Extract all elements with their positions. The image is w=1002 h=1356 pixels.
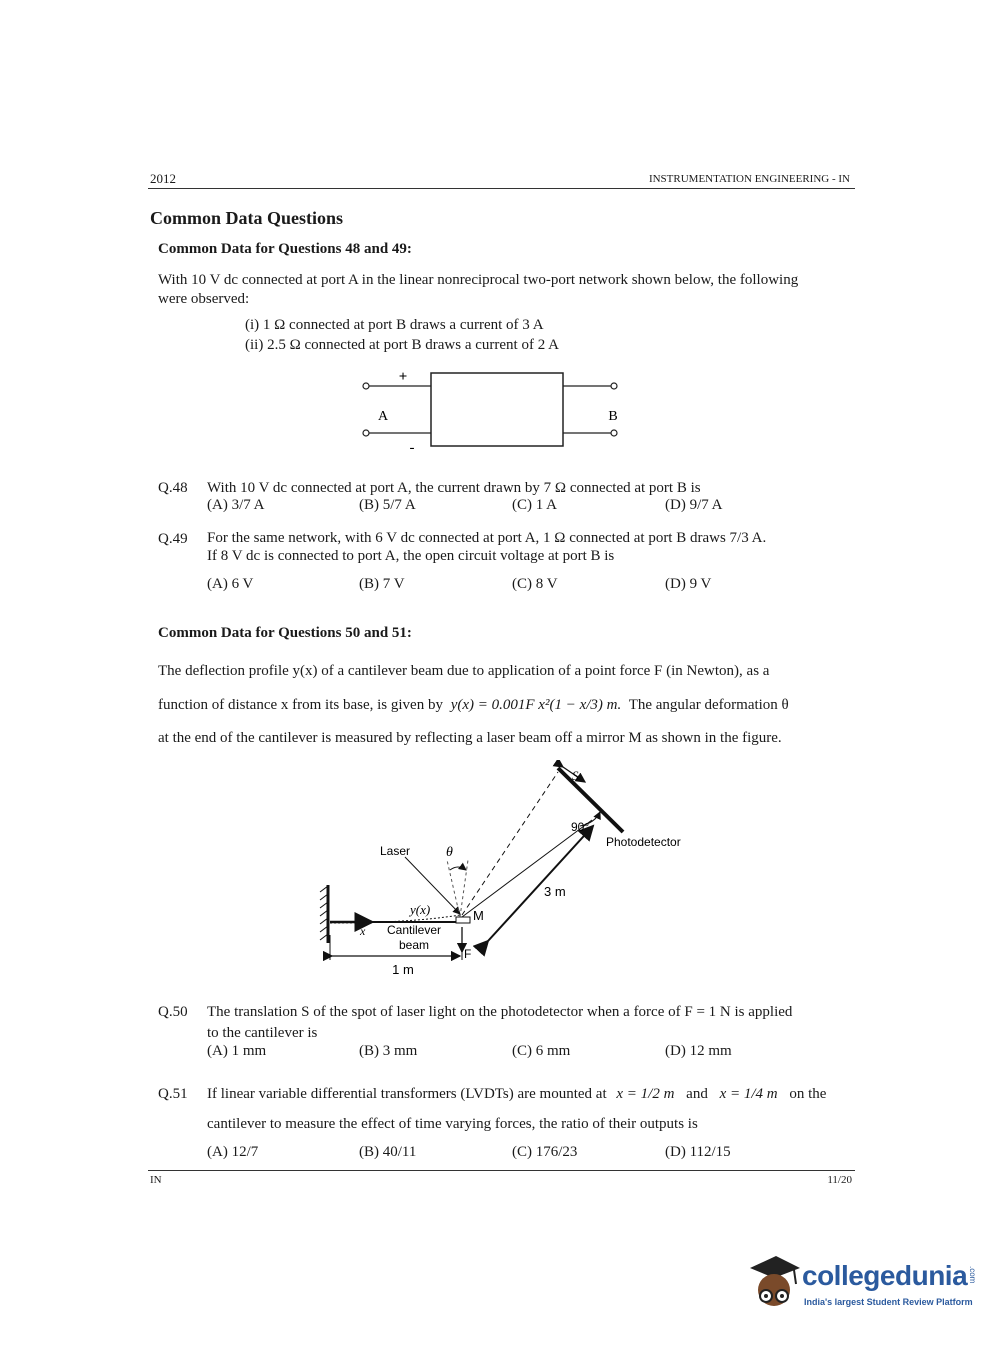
observation-2: (ii) 2.5 Ω connected at port B draws a current of 2 A bbox=[245, 337, 559, 353]
footer-left: IN bbox=[150, 1174, 162, 1186]
section-title: Common Data Questions bbox=[150, 208, 344, 228]
port-b-label: B bbox=[608, 409, 618, 424]
q49-option-c: (C) 8 V bbox=[512, 576, 558, 592]
block2-line3: at the end of the cantilever is measured by reflecting a laser beam off a mirror M as shown in the figure. bbox=[158, 730, 782, 746]
brand-com: .com bbox=[968, 1266, 977, 1284]
terminal-a-top bbox=[363, 383, 369, 389]
q51-line1 bbox=[207, 1085, 826, 1104]
q51-and: and bbox=[686, 1086, 708, 1102]
q50-option-c: (C) 6 mm bbox=[512, 1043, 571, 1059]
q51-number: Q.51 bbox=[158, 1086, 188, 1102]
normal-line bbox=[447, 860, 460, 917]
q51-line2: cantilever to measure the effect of time varying forces, the ratio of their outputs is bbox=[207, 1116, 698, 1132]
reflected-ray bbox=[462, 820, 592, 917]
q51-option-d: (D) 112/15 bbox=[665, 1144, 731, 1160]
footer-page: 11/20 bbox=[827, 1174, 852, 1186]
cantilever-figure bbox=[310, 760, 730, 985]
terminal-b-bottom bbox=[611, 430, 617, 436]
laser-label: Laser bbox=[380, 844, 411, 858]
x-label: x bbox=[360, 924, 366, 938]
deflection-equation: y(x) = 0.001F x²(1 − x/3) m. bbox=[450, 697, 622, 713]
plus-sign: + bbox=[398, 369, 408, 385]
brand-logo[interactable] bbox=[742, 1250, 982, 1320]
beam-label: beam bbox=[398, 938, 430, 952]
yx-label: y(x) bbox=[410, 902, 431, 917]
mirror-label: M bbox=[473, 908, 484, 923]
angle-label: 90° bbox=[571, 820, 590, 834]
block2-line1: The deflection profile y(x) of a cantilever beam due to application of a point force F (in Newton), as a bbox=[158, 663, 770, 679]
q49-line2: If 8 V dc is connected to port A, the open circuit voltage at port B is bbox=[207, 548, 615, 564]
q51-option-a: (A) 12/7 bbox=[207, 1144, 259, 1160]
s-label: S bbox=[572, 768, 579, 783]
header-rule bbox=[148, 188, 855, 189]
q48-option-d: (D) 9/7 A bbox=[665, 497, 723, 513]
photodetector-label: Photodetector bbox=[606, 835, 681, 849]
q48-option-b: (B) 5/7 A bbox=[359, 497, 416, 513]
lvdt-position-2: x = 1/4 m bbox=[719, 1086, 778, 1102]
q49-option-a: (A) 6 V bbox=[207, 576, 254, 592]
header-subject: INSTRUMENTATION ENGINEERING - IN bbox=[648, 173, 850, 185]
distance-label: 3 m bbox=[544, 884, 566, 899]
q50-option-a: (A) 1 mm bbox=[207, 1043, 267, 1059]
mascot-icon bbox=[742, 1250, 802, 1320]
q51-option-c: (C) 176/23 bbox=[512, 1144, 578, 1160]
theta-label: θ bbox=[446, 845, 453, 860]
brand-tagline: India's largest Student Review Platform bbox=[804, 1297, 973, 1307]
block2-title: Common Data for Questions 50 and 51: bbox=[158, 625, 412, 641]
footer-rule bbox=[148, 1170, 855, 1171]
block2-line2-pre: function of distance x from its base, is given by bbox=[158, 697, 443, 713]
block2-line2 bbox=[158, 696, 789, 715]
q50-option-b: (B) 3 mm bbox=[359, 1043, 418, 1059]
q48-option-c: (C) 1 A bbox=[512, 497, 557, 513]
block1-title: Common Data for Questions 48 and 49: bbox=[158, 241, 412, 257]
q49-number: Q.49 bbox=[158, 531, 188, 547]
distance-arrow bbox=[488, 826, 593, 941]
port-a-label: A bbox=[377, 409, 389, 424]
two-port-network-diagram bbox=[355, 362, 635, 462]
q51-option-b: (B) 40/11 bbox=[359, 1144, 417, 1160]
block1-intro-line1: With 10 V dc connected at port A in the linear nonreciprocal two-port network shown below, the following bbox=[158, 272, 799, 288]
lvdt-position-1: x = 1/2 m bbox=[616, 1086, 675, 1102]
q50-line2: to the cantilever is bbox=[207, 1025, 318, 1041]
length-label: 1 m bbox=[392, 962, 414, 977]
minus-sign: - bbox=[409, 440, 415, 456]
cantilever-label: Cantilever bbox=[386, 923, 442, 937]
q49-option-d: (D) 9 V bbox=[665, 576, 712, 592]
terminal-a-bottom bbox=[363, 430, 369, 436]
force-label: F bbox=[464, 947, 472, 961]
q48-text: With 10 V dc connected at port A, the current drawn by 7 Ω connected at port B is bbox=[207, 480, 701, 496]
header-year: 2012 bbox=[150, 171, 176, 186]
q50-line1: The translation S of the spot of laser light on the photodetector when a force of F = 1 N is applied bbox=[207, 1004, 793, 1020]
q49-line1: For the same network, with 6 V dc connected at port A, 1 Ω connected at port B draws 7/3 A. bbox=[207, 530, 767, 546]
brand-name: collegedunia bbox=[802, 1260, 968, 1291]
theta-arc bbox=[450, 867, 466, 870]
q51-on-the: on the bbox=[789, 1086, 827, 1102]
block1-intro-line2: were observed: bbox=[158, 291, 250, 307]
mirror-m bbox=[456, 917, 470, 923]
terminal-b-top bbox=[611, 383, 617, 389]
network-box bbox=[431, 373, 563, 446]
q51-line1-pre: If linear variable differential transformers (LVDTs) are mounted at bbox=[207, 1086, 607, 1102]
observation-1: (i) 1 Ω connected at port B draws a current of 3 A bbox=[245, 317, 544, 333]
q49-option-b: (B) 7 V bbox=[359, 576, 405, 592]
q48-number: Q.48 bbox=[158, 480, 188, 496]
q50-number: Q.50 bbox=[158, 1004, 188, 1020]
q50-option-d: (D) 12 mm bbox=[665, 1043, 732, 1059]
q48-option-a: (A) 3/7 A bbox=[207, 497, 265, 513]
block1-intro bbox=[158, 271, 858, 309]
block2-line2-post: The angular deformation θ bbox=[628, 697, 789, 713]
